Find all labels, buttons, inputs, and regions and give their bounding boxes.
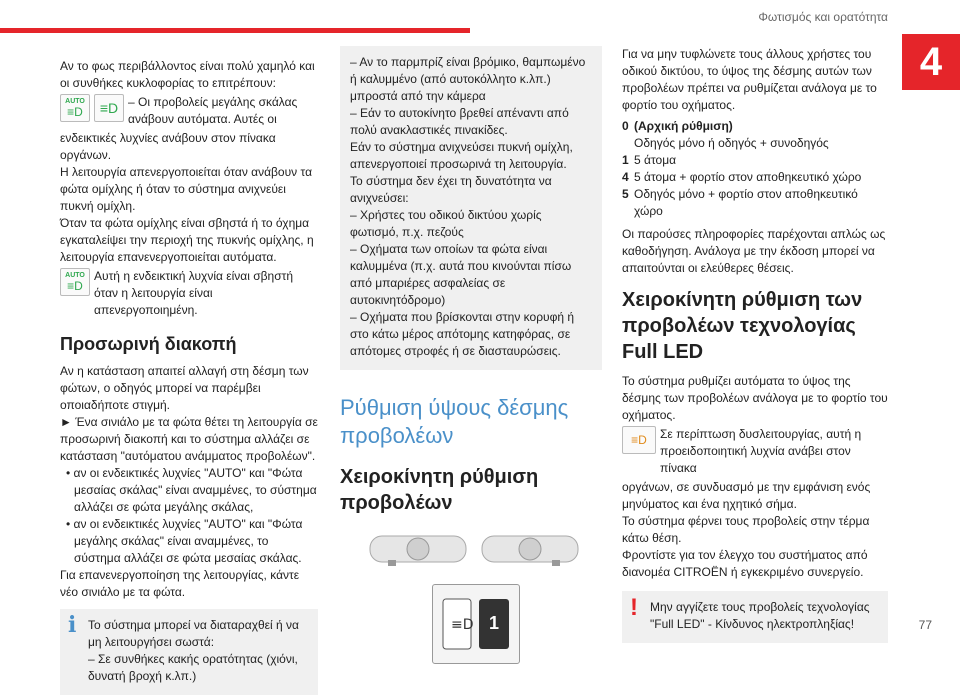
icon1-text: – Οι προβολείς μεγάλης σκάλας ανάβουν αυτόματα. Αυτές οι <box>128 95 298 126</box>
header-accent-bar <box>0 28 470 33</box>
paragraph-guidance: Οι παρούσες πληροφορίες παρέχονται απλώς ως καθοδήγηση. Ανάλογα με την έκδοση μπορεί να απαιτούνται οι ελεύθερες θέσεις. <box>622 227 886 275</box>
headlamp-fault-icon: ≡D <box>622 426 656 454</box>
note-c-7: – Οχήματα που βρίσκονται στην κορυφή ή στο κάτω μέρος απότομης κατηφόρας, σε απότομες στροφές ή σε διασταυρώσεις. <box>350 310 575 358</box>
dial-graphic <box>433 585 519 663</box>
warning-lamp-row <box>622 426 888 477</box>
headlamp-adjust-dial[interactable] <box>432 584 520 664</box>
paragraph-dealer: Φροντίστε για τον έλεγχο του συστήματος από διανομέα CITROËN ή εγκεκριμένο συνεργείο. <box>622 548 868 579</box>
list-item: 5 Οδηγός μόνο + φορτίο στον αποθηκευτικό χώρο <box>622 187 858 218</box>
warning-lamp-text: Σε περίπτωση δυσλειτουργίας, αυτή η προειδοποιητική λυχνία ανάβει στον πίνακα <box>660 427 862 475</box>
column-3 <box>622 46 888 643</box>
section-title: Φωτισμός και ορατότητα <box>758 10 888 24</box>
auto-off-lamp-icon: AUTO ≡D <box>60 268 90 296</box>
column-1 <box>60 58 318 695</box>
heading-manual-adjust: Χειροκίνητη ρύθμιση προβολέων <box>340 466 539 514</box>
list-item: 0 (Αρχική ρύθμιση) <box>622 119 733 133</box>
control-illustration <box>340 530 602 680</box>
page-number: 77 <box>918 618 932 632</box>
paragraph-5: ► Ένα σινιάλο με τα φώτα θέτει τη λειτουργία σε προσωρινή διακοπή και το σύστημα αλλάζει σε κατάσταση "αυτόματου ανάμματος προβολέων". <box>60 415 318 463</box>
note-c-5: – Χρήστες του οδικού δικτύου χωρίς φωτισμό, π.χ. πεζούς <box>350 208 542 239</box>
heading-temporary-pause: Προσωρινή διακοπή <box>60 334 237 354</box>
warning-text: Μην αγγίζετε τους προβολείς τεχνολογίας "Full LED" - Κίνδυνος ηλεκτροπληξίας! <box>650 600 870 631</box>
chapter-tab: 4 <box>902 34 960 90</box>
info-note-continued <box>340 46 602 370</box>
bullet-2: • αν οι ενδεικτικές λυχνίες "AUTO" και "Φώτα μεγάλης σκάλας" είναι αναμμένες, το σύστημα αλλάζει σε φώτα μεσαίας σκάλας. <box>66 517 303 565</box>
icon2-text: Αυτή η ενδεικτική λυχνία είναι σβηστή όταν η λειτουργία είναι απενεργοποιημένη. <box>94 269 294 317</box>
svg-text:≡D: ≡D <box>451 617 474 633</box>
column-2 <box>340 46 602 680</box>
auto-lamp-icon: AUTO ≡D <box>60 94 90 122</box>
heading-full-led: Χειροκίνητη ρύθμιση των προβολέων τεχνολογίας Full LED <box>622 289 863 363</box>
list-item: 1 5 άτομα <box>622 153 677 167</box>
paragraph-2: Η λειτουργία απενεργοποιείται όταν ανάβουν τα φώτα ομίχλης ή όταν το σύστημα ανιχνεύει πυκνή ομίχλη. <box>60 165 313 213</box>
info-icon: i <box>68 612 77 638</box>
note-c-3: Εάν το σύστημα ανιχνεύσει πυκνή ομίχλη, απενεργοποιεί προσωρινά τη λειτουργία. <box>350 140 573 171</box>
high-beam-icon: ≡D <box>94 94 124 122</box>
paragraph-3: Όταν τα φώτα ομίχλης είναι σβηστά ή το όχημα εγκαταλείψει την περιοχή της πυκνής ομίχλης, η λειτουργία επανενεργοποιείται αυτόματα. <box>60 216 314 264</box>
note-c-6: – Οχήματα των οποίων τα φώτα είναι καλυμμένα (π.χ. αυτά που κινούνται πίσω από μπαριέρες ασφαλείας σε αυτοκινητόδρομο) <box>350 242 572 307</box>
icon1-continued: ενδεικτικές λυχνίες ανάβουν στον πίνακα οργάνων. <box>60 131 276 162</box>
intro-text: Αν το φως περιβάλλοντος είναι πολύ χαμηλό και οι συνθήκες κυκλοφορίας το επιτρέπουν: <box>60 59 315 90</box>
info-note <box>60 609 318 695</box>
note-line-2: – Σε συνθήκες κακής ορατότητας (χιόνι, δυνατή βροχή κ.λπ.) <box>88 652 298 683</box>
note-line-1: Το σύστημα μπορεί να διαταραχθεί ή να μη λειτουργήσει σωστά: <box>88 618 299 649</box>
paragraph-6: Για επανενεργοποίηση της λειτουργίας, κάντε νέο σινιάλο με τα φώτα. <box>60 568 300 599</box>
auto-high-beam-icons <box>60 94 318 128</box>
paragraph-4: Αν η κατάσταση απαιτεί αλλαγή στη δέσμη των φώτων, ο οδηγός μπορεί να παρέμβει οποιαδήποτε στιγμή. <box>60 364 309 412</box>
note-c-4: Το σύστημα δεν έχει τη δυνατότητα να ανιχνεύσει: <box>350 174 552 205</box>
note-c-2: – Εάν το αυτοκίνητο βρεθεί απέναντι από πολύ ανακλαστικές πινακίδες. <box>350 106 569 137</box>
warning-note <box>622 591 888 643</box>
heading-beam-height: Ρύθμιση ύψους δέσμης προβολέων <box>340 395 569 448</box>
warning-icon: ! <box>630 594 638 621</box>
steering-wheel-right-icon <box>480 530 580 568</box>
bullet-1: • αν οι ενδεικτικές λυχνίες "AUTO" και "Φώτα μεσαίας σκάλας" είναι αναμμένες, το σύστημα αλλάζει σε φώτα μεγάλης σκάλας, <box>66 466 317 514</box>
load-position-list <box>622 118 888 220</box>
auto-off-icon-row <box>60 268 318 319</box>
list-item: Οδηγός μόνο ή οδηγός + συνοδηγός <box>634 136 829 150</box>
note-c-1: – Αν το παρμπρίζ είναι βρόμικο, θαμπωμένο ή καλυμμένο (από αυτοκόλλητο κ.λπ.) μπροστά από την κάμερα <box>350 55 586 103</box>
paragraph-auto-adjust: Το σύστημα ρυθμίζει αυτόματα το ύψος της δέσμης των προβολέων ανάλογα με το φορτίο του οχήματος. <box>622 374 888 422</box>
steering-wheel-left-icon <box>368 530 468 568</box>
dial-value: 1 <box>489 613 500 633</box>
paragraph-intro: Για να μην τυφλώνετε τους άλλους χρήστες του οδικού δικτύου, το ύψος της δέσμης αυτών των προβολέων πρέπει να ρυθμίζεται ανάλογα με το φορτίο του οχήματος. <box>622 47 877 112</box>
list-item: 4 5 άτομα + φορτίο στον αποθηκευτικό χώρο <box>622 170 862 184</box>
paragraph-low-position: Το σύστημα φέρνει τους προβολείς στην τέρμα κάτω θέση. <box>622 514 870 545</box>
warning-lamp-continued: οργάνων, σε συνδυασμό με την εμφάνιση ενός μηνύματος και ένα ηχητικό σήμα. <box>622 480 871 511</box>
